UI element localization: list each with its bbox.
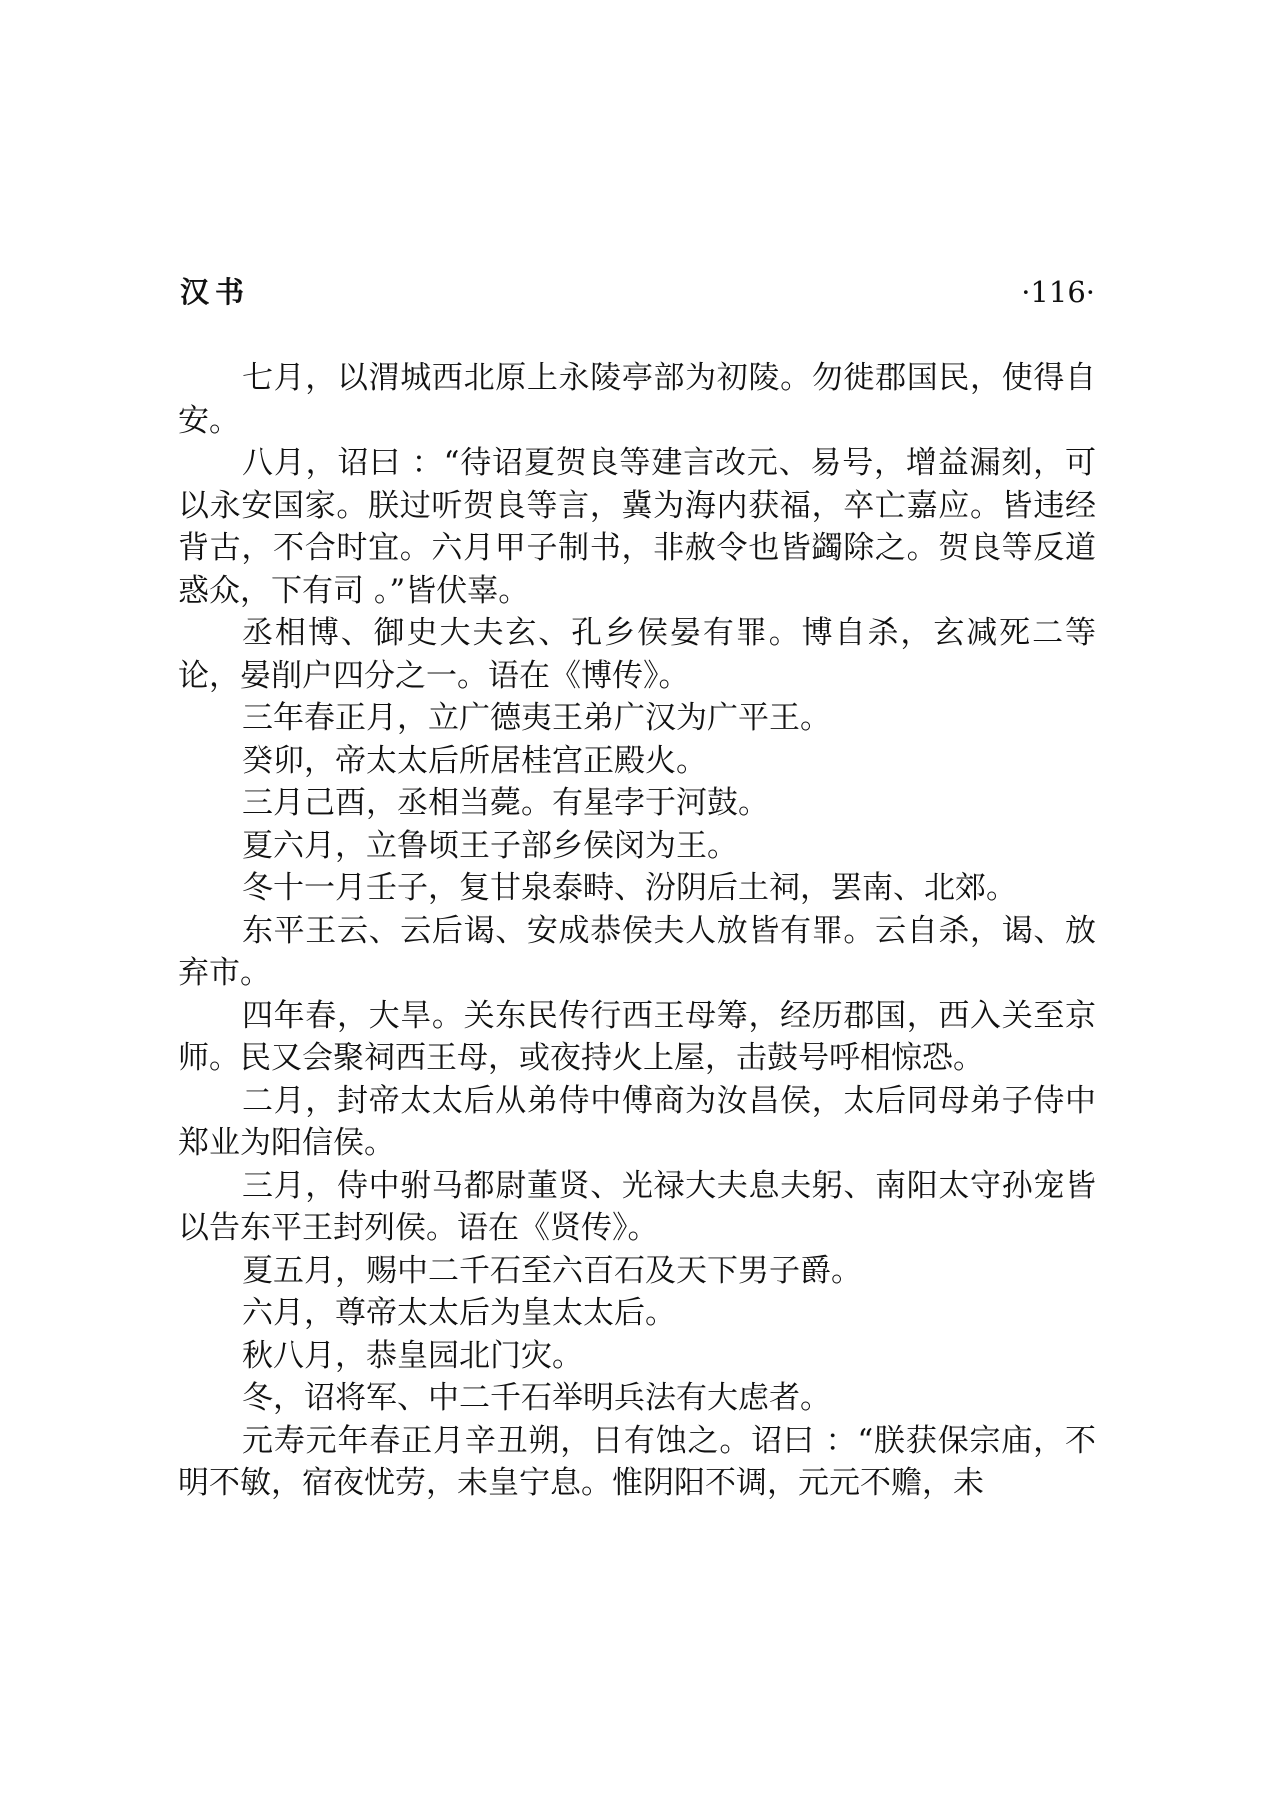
page-header: [180, 272, 1095, 312]
paragraph: 七月，以渭城西北原上永陵亭部为初陵。勿徙郡国民，使得自安。: [178, 360, 1096, 439]
book-title: 汉书: [180, 275, 251, 309]
paragraph: 夏五月，赐中二千石至六百石及天下男子爵。: [242, 1252, 862, 1289]
paragraph: 秋八月，恭皇园北门灾。: [242, 1337, 583, 1374]
page-number: ·116·: [1021, 275, 1095, 309]
paragraph: 癸卯，帝太太后所居桂宫正殿火。: [242, 742, 707, 779]
paragraph: 三月，侍中驸马都尉董贤、光禄大夫息夫躬、南阳太守孙宠皆以告东平王封列侯。语在《贤传》。: [178, 1167, 1096, 1246]
paragraph: 八月，诏曰 ：“待诏夏贺良等建言改元、易号，增益漏刻，可以永安国家。朕过听贺良等言，冀为海内获福，卒亡嘉应。皆违经背古，不合时宜。六月甲子制书，非赦令也皆蠲除之。贺良等反道惑众，下有司 。”皆伏辜。: [178, 445, 1096, 609]
paragraph: 冬，诏将军、中二千石举明兵法有大虑者。: [242, 1380, 831, 1416]
paragraph: 三月己酉，丞相当薨。有星孛于河鼓。: [242, 785, 769, 821]
paragraph: 六月，尊帝太太后为皇太太后。: [242, 1295, 676, 1331]
paragraph: 四年春，大旱。关东民传行西王母筹，经历郡国，西入关至京师。民又会聚祠西王母，或夜持火上屋，击鼓号呼相惊恐。: [178, 997, 1096, 1076]
text-body: [178, 357, 1096, 1505]
paragraph: 元寿元年春正月辛丑朔，日有蚀之。诏曰 ：“朕获保宗庙，不明不敏，宿夜忧劳，未皇宁息。惟阴阳不调，元元不赡，未: [178, 1422, 1096, 1501]
paragraph: 夏六月，立鲁顷王子部乡侯闵为王。: [242, 827, 738, 864]
paragraph: 二月，封帝太太后从弟侍中傅商为汝昌侯，太后同母弟子侍中郑业为阳信侯。: [178, 1082, 1096, 1161]
paragraph: 东平王云、云后谒、安成恭侯夫人放皆有罪。云自杀，谒、放弃市。: [178, 912, 1096, 991]
paragraph: 丞相博、御史大夫玄、孔乡侯晏有罪。博自杀，玄减死二等论，晏削户四分之一。语在《博传》。: [178, 615, 1096, 694]
paragraph: 三年春正月，立广德夷王弟广汉为广平王。: [242, 700, 831, 736]
paragraph: 冬十一月壬子，复甘泉泰畤、汾阴后土祠，罢南、北郊。: [242, 870, 1017, 906]
